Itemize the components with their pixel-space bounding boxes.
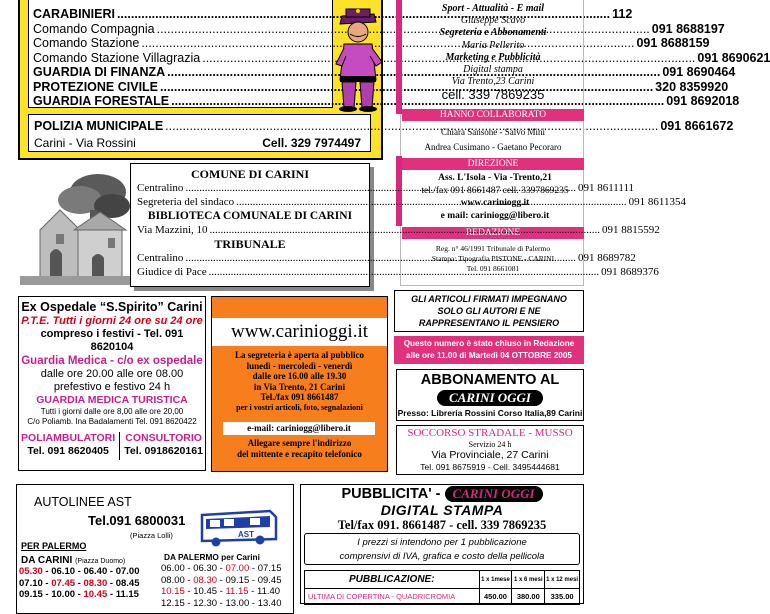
da-palermo-header: DA PALERMO per Carini: [164, 552, 260, 562]
phone-number: 091 8688197: [651, 21, 725, 36]
festivi-line: compreso i festivi - Tel. 091 8620104: [40, 328, 184, 353]
phone-number: 112: [612, 7, 633, 21]
departure-time: 07.00: [115, 566, 140, 577]
timetable-row: [161, 575, 281, 587]
phone-label: Comando Compagnia: [33, 21, 155, 36]
dot-leader: [236, 195, 627, 209]
consultorio-tel: Tel. 0918620161: [124, 445, 203, 457]
website-p5: Tel./fax 091 8661487: [260, 392, 339, 402]
website-p8: del mittente e recapito telefonico: [237, 449, 362, 459]
departure-time: 08.00: [161, 574, 185, 586]
website-email[interactable]: e-mail: cariniogg@libero.it: [223, 422, 375, 435]
time-separator: -: [249, 563, 258, 574]
masthead-line7: Via Trento,23 Carini: [451, 76, 535, 88]
left-timetable: [19, 566, 139, 601]
departure-time: 06.40: [83, 566, 108, 577]
website-allegare: [212, 438, 387, 460]
comune-title: COMUNE DI CARINI: [190, 167, 309, 181]
tribunale-title: TRIBUNALE: [214, 237, 286, 251]
departure-time: 12.15: [161, 597, 185, 609]
phone-number: 091 8690621: [697, 50, 770, 65]
col-6mesi: 1 x 6 mesi: [512, 571, 545, 589]
right-timetable: [161, 563, 281, 609]
phone-label: Giudice di Pace: [137, 266, 207, 278]
masthead-line1: Sport - Attualità - E mail: [441, 3, 545, 14]
phone-number: 091 8692018: [666, 94, 740, 108]
departure-time: 08.30: [193, 574, 218, 586]
phone-label: CARABINIERI: [33, 7, 115, 21]
departure-time: 12.30: [193, 597, 218, 609]
time-separator: -: [184, 597, 194, 609]
departure-time: 11.15: [115, 589, 139, 600]
time-separator: -: [217, 597, 226, 609]
website-p2: lunedì - mercoledì - venerdì: [246, 360, 353, 371]
phone-number: 091 8611354: [628, 196, 686, 208]
time-separator: -: [42, 577, 52, 589]
departure-time: 10.45: [193, 586, 218, 597]
timetable-row: [161, 563, 281, 575]
direzione-header: DIREZIONE: [402, 158, 584, 170]
timetable-row: [19, 566, 139, 578]
hanno-header: HANNO COLLABORATO: [402, 109, 584, 121]
website-p7: Allegare sempre l'indirizzo: [247, 438, 352, 448]
website-info: [212, 350, 387, 413]
time-separator: -: [249, 597, 258, 609]
hanno-names: [402, 125, 584, 155]
poliamb-line: C/o Poliamb. Ina Badalamenti Tel. 091 8620422: [27, 417, 197, 426]
time-separator: -: [184, 574, 194, 586]
phone-label: Comando Stazione: [33, 36, 140, 50]
bus-icon: [200, 507, 278, 547]
timetable-row: [161, 586, 281, 598]
turistica-line: GUARDIA MEDICA TURISTICA: [36, 394, 188, 406]
autolinee-title: AUTOLINEE AST: [34, 495, 132, 509]
departure-time: 09.45: [257, 574, 282, 586]
tutti-line: Tutti i giorni dalle ore 8,00 alle ore 20,00: [40, 407, 184, 416]
departure-time: 10.00: [51, 589, 76, 600]
row1-v2: 380.00: [512, 589, 545, 605]
departure-time: 06.30: [193, 563, 218, 574]
guardia-medica-line: Guardia Medica - c/o ex ospedale: [21, 355, 203, 367]
redazione-line1: Reg. n° 46/1991 Tribunale di Palermo: [435, 244, 551, 253]
time-separator: -: [42, 566, 52, 577]
dot-leader: [185, 251, 576, 265]
website-p3: dalle ore 16.00 alle 19.30: [252, 371, 347, 381]
phone-number: 320 8359920: [655, 79, 729, 94]
polizia-address: Carini - Via Rossini: [34, 136, 136, 150]
departure-time: 08.45: [115, 577, 140, 589]
soccorso-servizio: Servizio 24 h: [468, 440, 512, 449]
pubblicita-tel: Tel/fax 091. 8661487 - cell. 339 7869235: [337, 518, 547, 532]
polizia-label: POLIZIA MUNICIPALE: [34, 119, 164, 133]
poliambulatori-tel: Tel. 091 8620405: [27, 445, 109, 457]
church-illustration: [20, 170, 138, 285]
redazione-line3: Tel. 091 8661081: [466, 264, 520, 273]
departure-time: 10.15: [161, 586, 185, 597]
departure-time: 09.15: [19, 589, 43, 600]
abbonamento-presso: Presso: Libreria Rossini Corso Italia,89 Carini: [397, 408, 583, 418]
dalle-line: dalle ore 20.00 alle ore 08.00: [40, 368, 184, 380]
time-separator: -: [248, 586, 257, 597]
direzione-line2: tel./fax 091 8661487 cell. 3397869235: [421, 185, 569, 196]
poliambulatori-label: POLIAMBULATORI: [21, 432, 116, 444]
phone-number: 091 8689376: [601, 266, 659, 278]
departure-time: 10.45: [83, 589, 108, 600]
departure-time: 09.15: [225, 574, 250, 586]
price-table: [304, 570, 580, 605]
time-separator: -: [217, 574, 226, 586]
departure-time: 06.10: [51, 566, 76, 577]
ospedale-title: Ex Ospedale “S.Spirito” Carini: [21, 300, 203, 314]
time-separator: -: [249, 574, 258, 586]
website-url[interactable]: www.carinioggi.it: [212, 318, 387, 346]
biblioteca-number: 091 8815592: [602, 224, 660, 236]
phone-number: 091 8690464: [662, 65, 736, 79]
notice-l1: GLI ARTICOLI FIRMATI IMPEGNANO: [411, 294, 567, 304]
time-separator: -: [107, 577, 116, 589]
departure-time: 07.15: [257, 563, 282, 574]
time-separator: -: [184, 563, 194, 574]
phone-label: GUARDIA DI FINANZA: [33, 65, 166, 79]
website-p4: in Via Trento, 21 Carini: [253, 381, 346, 392]
abbonamento-box: [396, 369, 584, 421]
masthead-line6: Digital stampa: [463, 64, 523, 76]
autolinee-piazza: (Piazza Lolli): [130, 531, 173, 540]
timetable-row: [19, 578, 139, 590]
prezzi-line2: comprensivi di IVA, grafica e costo della pellicola: [339, 551, 545, 562]
departure-time: 07.10: [19, 577, 43, 589]
departure-time: 07.45: [51, 577, 76, 589]
dot-leader: [209, 265, 600, 279]
closed-l2: alle ore 11.00 di Martedì 04 OTTOBRE 2005: [406, 351, 572, 360]
prefestivo-line: prefestivo e festivo 24 h: [53, 381, 171, 393]
website-p6: per i vostri articoli, foto, segnalazioni: [236, 402, 363, 412]
time-separator: -: [217, 563, 226, 574]
hanno-line2: Andrea Cusimano - Gaetano Pecoraro: [424, 142, 562, 152]
biblioteca-address: Via Mazzini, 10: [137, 224, 208, 236]
pubblicita-logo: CARINI OGGI: [445, 486, 543, 502]
polizia-cell: Cell. 329 7974497: [262, 136, 361, 150]
masthead-cell: cell. 339 7869235: [441, 87, 545, 103]
consultorio-label: CONSULTORIO: [125, 432, 202, 444]
pte-line: P.T.E. Tutti i giorni 24 ore su 24 ore: [21, 315, 203, 327]
polizia-number: 091 8661672: [660, 119, 734, 133]
da-carini-header: [21, 555, 125, 566]
phone-number: 091 8688159: [636, 36, 710, 50]
hanno-line1: Chiara Sansone - Salvo Mini: [441, 127, 545, 137]
prezzi-line1: I prezzi si intendono per 1 pubblicazione: [357, 537, 527, 548]
col-1mese: 1 x 1mese: [479, 571, 512, 589]
closed-notice: [394, 336, 584, 364]
masthead-line2: Giuseppe Scavo: [460, 15, 526, 27]
dot-leader: [185, 181, 576, 195]
time-separator: -: [107, 566, 116, 577]
direzione-site[interactable]: www.cariniogg.it: [460, 198, 530, 208]
soccorso-box: [396, 425, 584, 475]
masthead-line4: Maria Pellerito: [461, 39, 525, 51]
autolinee-tel: Tel.091 6800031: [88, 513, 186, 528]
pubblicita-header: [306, 486, 578, 502]
departure-time: 11.15: [225, 586, 249, 597]
row1-label: ULTIMA DI COPERTINA - QUADRICROMIA: [305, 589, 480, 605]
phone-label: PROTEZIONE CIVILE: [33, 79, 159, 94]
notice-box: [394, 290, 584, 332]
closed-l1: Questo numero è stato chiuso in Redazione: [403, 339, 575, 348]
time-separator: -: [42, 589, 52, 600]
time-separator: -: [75, 577, 84, 589]
ospedale-box: [18, 296, 206, 471]
row1-v3: 335.00: [545, 589, 580, 605]
phone-label: Comando Stazione Villagrazia: [33, 50, 201, 65]
redazione-header: REDAZIONE: [402, 227, 584, 239]
phone-label: GUARDIA FORESTALE: [33, 94, 170, 108]
masthead-credits: [402, 3, 584, 102]
departure-time: 13.00: [225, 597, 250, 609]
biblioteca-title: BIBLIOTECA COMUNALE DI CARINI: [147, 210, 353, 222]
notice-l3: RAPPRESENTANO IL PENSIERO: [418, 318, 560, 328]
time-separator: -: [107, 589, 116, 600]
per-palermo: PER PALERMO: [21, 541, 87, 551]
digital-stampa: DIGITAL STAMPA: [380, 502, 504, 518]
departure-time: 06.00: [161, 563, 185, 574]
phone-label: Centralino: [137, 252, 184, 264]
prezzi-banner: [304, 533, 580, 565]
policeman-illustration: [332, 4, 384, 112]
soccorso-title: SOCCORSO STRADALE - MUSSO: [407, 427, 573, 439]
time-separator: -: [184, 586, 194, 597]
departure-time: 05.30: [19, 566, 43, 577]
direzione-email[interactable]: e mail: cariniogg@libero.it: [440, 210, 550, 221]
masthead-line5: Marketing e Pubblicità: [445, 51, 541, 63]
col-12mesi: 1 x 12 mesi: [545, 571, 580, 589]
departure-time: 07.00: [225, 563, 250, 574]
phone-label: Centralino: [137, 182, 184, 194]
da-carini-label: DA CARINI: [21, 555, 73, 566]
phone-number: 091 8611111: [577, 182, 635, 194]
pubblicazione-header: PUBBLICAZIONE:: [305, 571, 480, 589]
departure-time: 08.30: [83, 577, 108, 589]
pubblicita-title: PUBBLICITA' -: [341, 486, 441, 502]
notice-l2: SOLO GLI AUTORI E NE: [437, 306, 541, 316]
soccorso-via: Via Provinciale, 27 Carini: [431, 449, 549, 461]
timetable-row: [161, 598, 281, 610]
da-carini-duomo: (Piazza Duomo): [75, 558, 126, 565]
website-p1: La segreteria è aperta al pubblico: [234, 350, 365, 360]
row1-v1: 450.00: [479, 589, 512, 605]
soccorso-tel: Tel. 091 8675919 - Cell. 3495444681: [420, 462, 560, 472]
bus-label: AST: [238, 530, 254, 539]
carini-oggi-logo: CARINI OGGI: [437, 390, 543, 406]
time-separator: -: [217, 586, 226, 597]
phone-label: Segreteria del sindaco: [137, 196, 235, 208]
phone-number: 091 8689782: [577, 252, 636, 264]
departure-time: 13.40: [257, 597, 282, 609]
departure-time: 11.40: [257, 586, 281, 597]
time-separator: -: [75, 566, 84, 577]
direzione-line1: Ass. L'Isola - Via -Trento,21: [438, 173, 552, 183]
redazione-line2: Stampa: Tipografia PISTONE - CARINI: [431, 254, 555, 263]
time-separator: -: [75, 589, 84, 600]
dot-leader: [210, 223, 601, 237]
timetable-row: [19, 589, 139, 601]
abbonamento-title: ABBONAMENTO AL: [420, 372, 560, 388]
masthead-line3: Segreteria e Abbonamenti: [439, 27, 547, 39]
